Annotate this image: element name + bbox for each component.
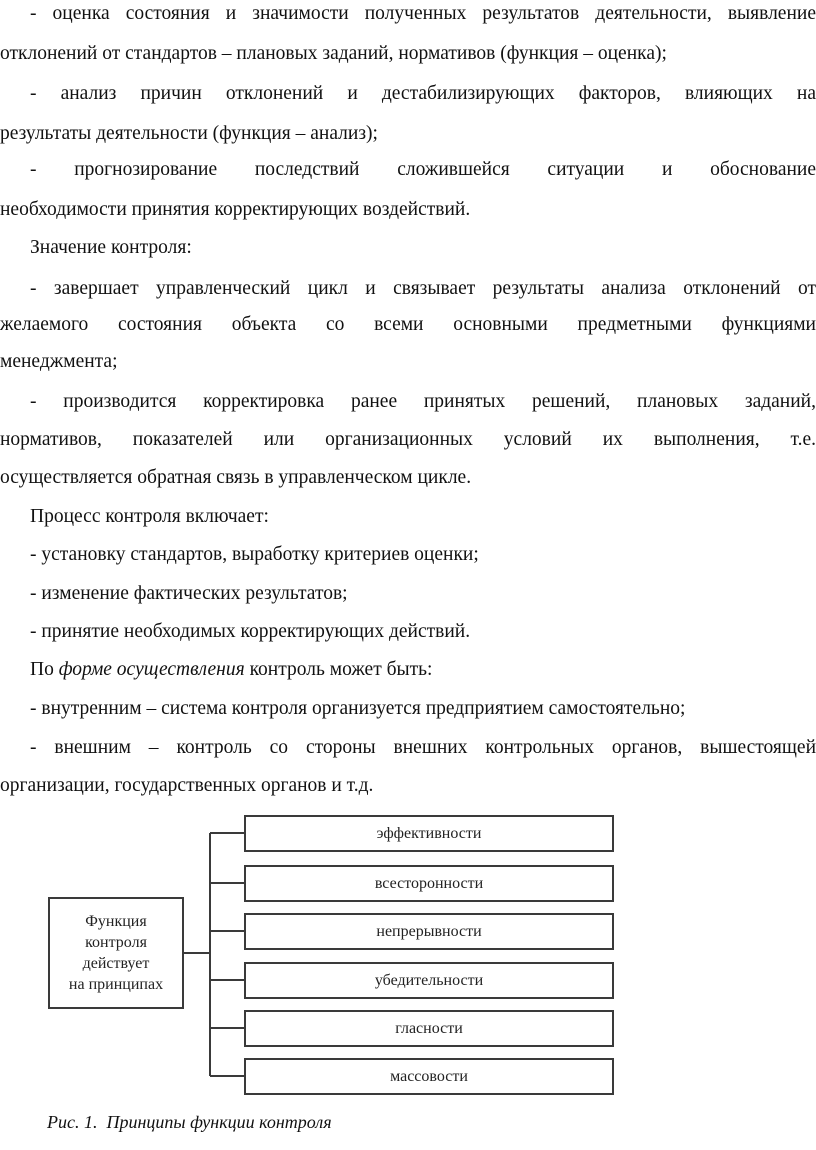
section-heading: Значение контроля: xyxy=(30,237,192,258)
text-span: контроль может быть: xyxy=(244,659,433,680)
text-line: организации, государственных органов и т.д. xyxy=(0,775,374,796)
figure-caption: Рис. 1. Принципы функции контроля xyxy=(47,1112,332,1132)
text-line: - принятие необходимых корректирующих действий. xyxy=(30,621,471,642)
principle-box-continuity: непрерывности xyxy=(244,913,614,950)
box-text-line: контроля xyxy=(85,934,147,951)
text-line: - внутренним – система контроля организуется предприятием самостоятельно; xyxy=(30,698,686,719)
text-line: - изменение фактических результатов; xyxy=(30,583,348,604)
principle-box-publicity: гласности xyxy=(244,1010,614,1047)
box-text-line: на принципах xyxy=(68,976,164,993)
principle-box-comprehensiveness: всесторонности xyxy=(244,865,614,902)
box-text-line: Функция xyxy=(85,913,147,930)
principle-box-efficiency: эффективности xyxy=(244,815,614,852)
text-line: менеджмента; xyxy=(0,351,118,372)
box-text-line: действует xyxy=(82,955,150,972)
principle-box-mass-character: массовости xyxy=(244,1058,614,1095)
text-line: отклонений от стандартов – плановых заданий, нормативов (функция – оценка); xyxy=(0,43,667,64)
function-control-box xyxy=(48,897,184,1009)
text-line: - производится корректировка ранее принятых решений, плановых заданий, xyxy=(30,391,816,412)
text-line: - установку стандартов, выработку критериев оценки; xyxy=(30,544,479,565)
text-line: осуществляется обратная связь в управленческом цикле. xyxy=(0,467,472,488)
text-line: необходимости принятия корректирующих воздействий. xyxy=(0,199,471,220)
text-line: - внешним – контроль со стороны внешних контрольных органов, вышестоящей xyxy=(30,737,816,758)
text-span: По xyxy=(30,659,59,680)
text-line: - оценка состояния и значимости полученных результатов деятельности, выявление xyxy=(30,3,816,24)
principle-box-persuasiveness: убедительности xyxy=(244,962,614,999)
text-line: желаемого состояния объекта со всеми основными предметными функциями xyxy=(0,314,816,335)
section-heading: Процесс контроля включает: xyxy=(30,506,269,527)
italic-term: форме осуществления xyxy=(58,659,245,680)
text-line: - завершает управленческий цикл и связывает результаты анализа отклонений от xyxy=(30,278,816,299)
text-line: - анализ причин отклонений и дестабилизирующих факторов, влияющих на xyxy=(30,83,816,104)
text-line: - прогнозирование последствий сложившейся ситуации и обоснование xyxy=(30,159,816,180)
text-line: результаты деятельности (функция – анализ); xyxy=(0,123,378,144)
text-line: нормативов, показателей или организационных условий их выполнения, т.е. xyxy=(0,429,816,450)
